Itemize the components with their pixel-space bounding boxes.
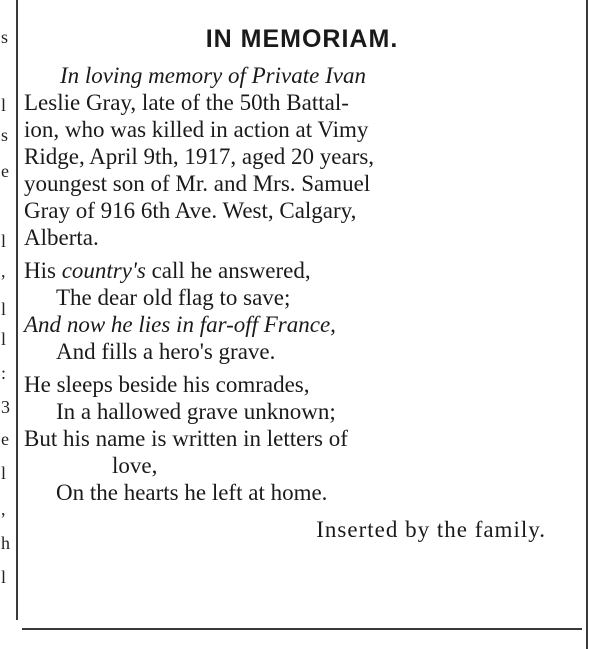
verse-line: On the hearts he left at home. <box>56 480 328 505</box>
verse-line: love, <box>112 453 158 478</box>
fragment-char: l <box>1 463 7 483</box>
fragment-char: l <box>1 231 7 251</box>
verse-text-italic: country's <box>61 258 146 283</box>
verse-line: The dear old flag to save; <box>56 285 291 310</box>
fragment-char: s <box>1 125 9 145</box>
notice-paragraph <box>24 62 580 251</box>
paragraph-line: Alberta. <box>24 225 99 250</box>
paragraph-line: Gray of 916 6th Ave. West, Calgary, <box>24 198 357 223</box>
verse-text-italic: And <box>24 312 67 337</box>
memoriam-notice <box>24 22 580 543</box>
verse-stanza-2 <box>24 371 580 506</box>
signoff: Inserted by the family. <box>316 517 546 542</box>
fragment-char: e <box>1 161 9 181</box>
verse-line <box>24 257 580 284</box>
fragment-char: : <box>1 363 7 383</box>
fragment-char: l <box>1 95 7 115</box>
headline: IN MEMORIAM. <box>205 25 399 53</box>
fragment-char: e <box>1 429 9 449</box>
fragment-char: , <box>1 499 6 519</box>
verse-line: And fills a hero's grave. <box>56 339 276 364</box>
fragment-char: , <box>1 261 6 281</box>
fragment-char: l <box>1 567 7 587</box>
verse-line: But his name is written in letters of <box>24 426 348 451</box>
verse-line: In a hallowed grave unknown; <box>56 399 336 424</box>
verse-text: call he answered, <box>145 258 311 283</box>
verse-line <box>24 311 580 338</box>
fragment-char: h <box>1 533 10 553</box>
column-rule-bottom <box>22 628 582 630</box>
paragraph-line: Leslie Gray, late of the 50th Battal- <box>24 90 349 115</box>
paragraph-line <box>24 62 580 89</box>
column-rule-left <box>16 0 18 620</box>
paragraph-lead: In loving memory of Private Ivan <box>60 63 366 88</box>
verse-text: His <box>24 258 62 283</box>
verse-text-italic: now he lies in far-off France, <box>66 312 336 337</box>
fragment-char: s <box>1 27 9 47</box>
verse-line: He sleeps beside his comrades, <box>24 372 310 397</box>
fragment-char: l <box>1 329 7 349</box>
paragraph-line: ion, who was killed in action at Vimy <box>24 117 369 142</box>
paragraph-line: youngest son of Mr. and Mrs. Samuel <box>24 171 371 196</box>
previous-column-fragment <box>0 0 14 649</box>
fragment-char: l <box>1 299 7 319</box>
fragment-char: 3 <box>1 397 10 417</box>
verse-stanza-1 <box>24 257 580 365</box>
column-rule-right <box>586 0 588 649</box>
paragraph-line: Ridge, April 9th, 1917, aged 20 years, <box>24 144 375 169</box>
